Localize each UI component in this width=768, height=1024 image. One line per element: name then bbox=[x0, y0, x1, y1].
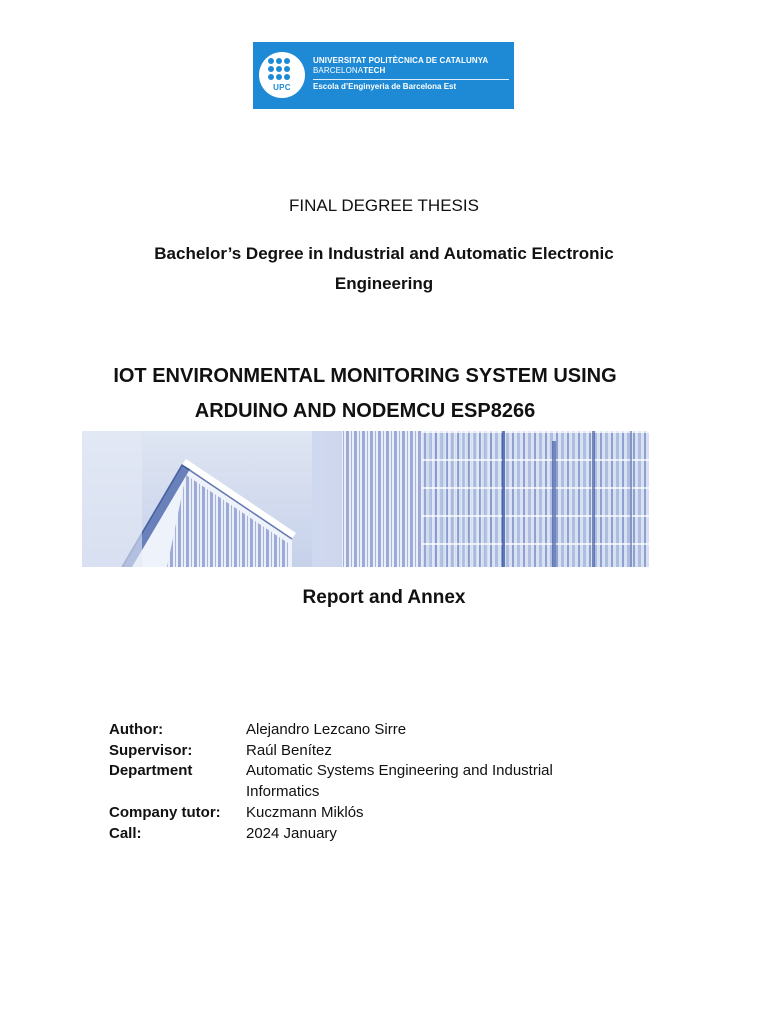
metadata-row-department bbox=[109, 761, 629, 802]
metadata-row-author bbox=[109, 720, 629, 741]
logo-barcelonatech bbox=[313, 66, 509, 76]
upc-emblem-label: UPC bbox=[273, 83, 291, 92]
metadata-label: Department bbox=[109, 762, 193, 780]
logo-divider bbox=[313, 79, 509, 80]
thesis-title: IOT ENVIRONMENTAL MONITORING SYSTEM USING ARDUINO AND NODEMCU ESP8266 bbox=[113, 365, 617, 422]
logo-barcelona: BARCELONA bbox=[313, 66, 364, 75]
metadata-value: Alejandro Lezcano Sirre bbox=[246, 721, 407, 738]
logo-school-name: Escola d’Enginyeria de Barcelona Est bbox=[313, 82, 457, 91]
metadata-value: 2024 January bbox=[246, 824, 337, 842]
logo-tech: TECH bbox=[363, 66, 386, 75]
logo-text bbox=[313, 56, 509, 91]
upc-logo bbox=[253, 42, 514, 109]
metadata-value: Automatic Systems Engineering and Industrial Informatics bbox=[246, 762, 553, 801]
metadata-value: Kuczmann Miklós bbox=[246, 803, 364, 821]
metadata-row-supervisor bbox=[109, 741, 629, 762]
thesis-label: FINAL DEGREE THESIS bbox=[289, 196, 479, 215]
upc-emblem-icon bbox=[259, 52, 305, 98]
metadata-label: Author: bbox=[109, 721, 164, 738]
degree-title: Bachelor’s Degree in Industrial and Automatic Electronic Engineering bbox=[154, 244, 614, 293]
report-subtitle: Report and Annex bbox=[302, 587, 466, 608]
metadata-label: Call: bbox=[109, 824, 142, 842]
metadata-row-company-tutor bbox=[109, 803, 629, 824]
metadata-label: Company tutor: bbox=[109, 803, 221, 821]
metadata-row-call bbox=[109, 824, 629, 845]
metadata-table bbox=[109, 720, 629, 844]
metadata-label: Supervisor: bbox=[109, 741, 193, 759]
logo-university-name: UNIVERSITAT POLITÈCNICA DE CATALUNYA bbox=[313, 56, 489, 65]
metadata-value: Raúl Benítez bbox=[246, 741, 332, 759]
building-banner-image bbox=[82, 431, 649, 567]
